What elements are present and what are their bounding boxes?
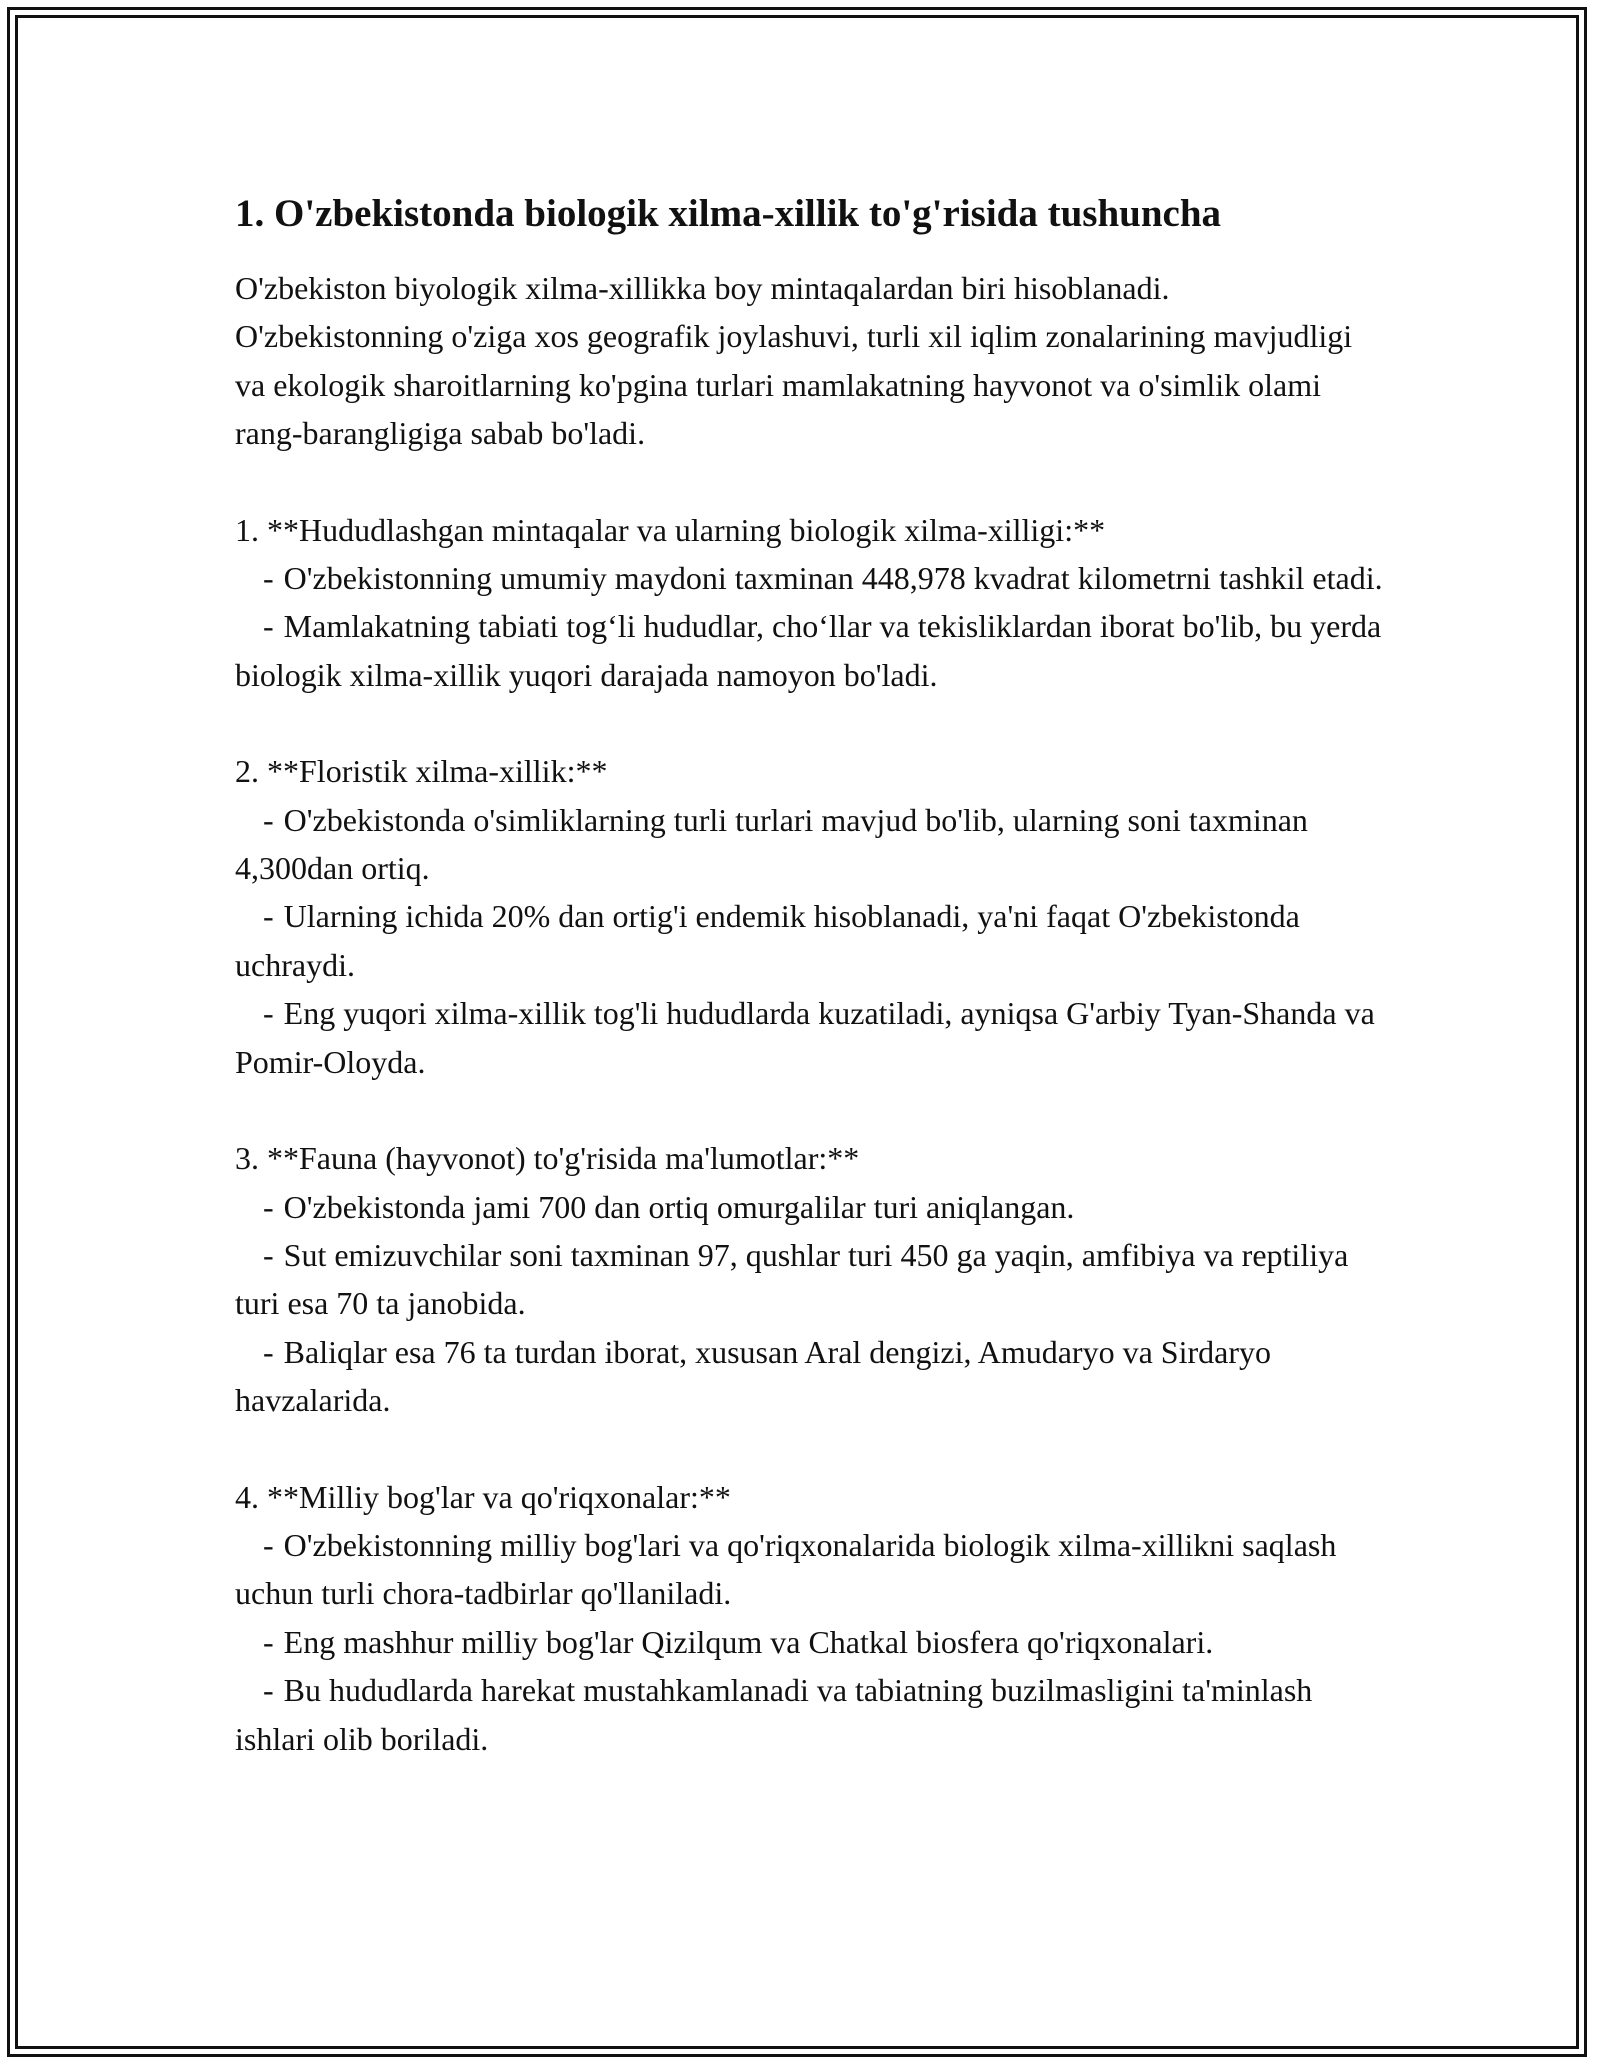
list-item: - Baliqlar esa 76 ta turdan iborat, xususan Aral dengizi, Amudaryo va Sirdaryo havzalarida.: [235, 1333, 1271, 1419]
list-item: - O'zbekistonning umumiy maydoni taxminan 448,978 kvadrat kilometrni tashkil etadi.: [263, 560, 1383, 597]
section-heading: 3. **Fauna (hayvonot) to'g'risida ma'lumotlar:**: [235, 1140, 860, 1177]
list-item: - O'zbekistonning milliy bog'lari va qo'riqxonalarida biologik xilma-xillikni saqlash uchun turli chora-tadbirlar qo'llaniladi.: [235, 1526, 1337, 1612]
list-item: - Ularning ichida 20% dan ortig'i endemik hisoblanadi, ya'ni faqat O'zbekistonda uchraydi.: [235, 898, 1300, 983]
list-item: - O'zbekistonda o'simliklarning turli turlari mavjud bo'lib, ularning soni taxminan 4,300dan ortiq.: [235, 801, 1308, 887]
section-fauna: [235, 1134, 1385, 1424]
intro-paragraph: O'zbekiston biyologik xilma-xillikka boy mintaqalardan biri hisoblanadi. O'zbekistonning o'ziga xos geografik joylashuvi, turli xil iqlim zonalarining mavjudligi va ekologik sharoitlarning ko'pgina turlari mamlakatning hayvonot va o'simlik olami rang-barangligiga sabab bo'ladi.: [235, 270, 1353, 452]
section-heading: 1. **Hududlashgan mintaqalar va ularning biologik xilma-xilligi:**: [235, 511, 1106, 548]
list-item: - Eng yuqori xilma-xillik tog'li hududlarda kuzatiladi, ayniqsa G'arbiy Tyan-Shanda va Pomir-Oloyda.: [235, 995, 1375, 1080]
list-item: - Sut emizuvchilar soni taxminan 97, qushlar turi 450 ga yaqin, amfibiya va reptiliya turi esa 70 ta janobida.: [235, 1236, 1349, 1322]
list-item: - Bu hududlarda harekat mustahkamlanadi va tabiatning buzilmasligini ta'minlash ishlari olib boriladi.: [235, 1672, 1313, 1757]
list-item: - O'zbekistonda jami 700 dan ortiq omurgalilar turi aniqlangan.: [263, 1188, 1075, 1225]
section-heading: 4. **Milliy bog'lar va qo'riqxonalar:**: [235, 1478, 731, 1515]
section-flora: [235, 747, 1385, 1086]
section-regions: [235, 506, 1385, 700]
list-item: - Eng mashhur milliy bog'lar Qizilqum va Chatkal biosfera qo'riqxonalari.: [263, 1623, 1214, 1660]
section-parks: [235, 1473, 1385, 1763]
list-item: - Mamlakatning tabiati tog‘li hududlar, cho‘llar va tekisliklardan iborat bo'lib, bu yerda biologik xilma-xillik yuqori darajada namoyon bo'ladi.: [235, 608, 1382, 693]
document-title: 1. O'zbekistonda biologik xilma-xillik to'g'risida tushuncha: [235, 192, 1222, 235]
section-heading: 2. **Floristik xilma-xillik:**: [235, 753, 608, 790]
document-body: [235, 186, 1385, 1811]
